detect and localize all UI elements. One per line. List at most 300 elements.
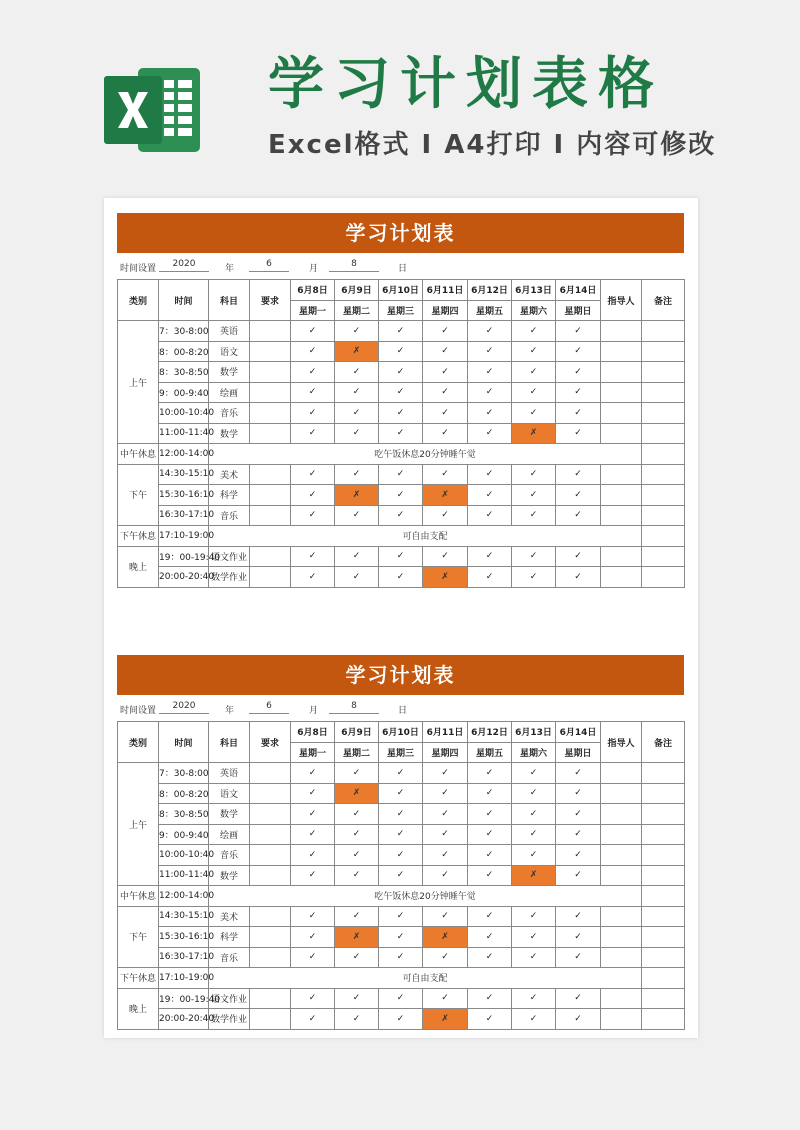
check-mark-cell[interactable]: ✓	[468, 464, 512, 485]
header-row	[118, 722, 685, 743]
check-mark-cell[interactable]: ✓	[379, 804, 423, 825]
check-mark-cell[interactable]: ✓	[468, 865, 512, 886]
time-cell[interactable]: 8：00-8:20	[159, 783, 209, 804]
instructor-cell[interactable]	[642, 444, 685, 465]
requirement-cell[interactable]	[250, 906, 291, 927]
header-date: 6月8日	[291, 722, 335, 743]
header-time: 时间	[159, 722, 209, 763]
instructor-cell[interactable]	[601, 824, 642, 845]
requirement-cell[interactable]	[250, 988, 291, 1009]
check-mark-cell[interactable]: ✓	[423, 824, 468, 845]
check-mark-cell[interactable]: ✓	[335, 824, 379, 845]
remark-cell[interactable]	[642, 423, 685, 444]
remark-cell[interactable]	[642, 505, 685, 526]
header-row	[118, 280, 685, 301]
check-mark-cell[interactable]: ✓	[379, 927, 423, 948]
check-mark-cell[interactable]: ✓	[379, 362, 423, 383]
time-cell[interactable]: 11:00-11:40	[159, 423, 209, 444]
note-cell[interactable]: 可自由支配	[209, 968, 642, 989]
check-mark-cell[interactable]: ✓	[512, 464, 556, 485]
year-value[interactable]: 2020	[159, 259, 209, 272]
check-mark-cell[interactable]: ✓	[556, 824, 601, 845]
check-mark-cell[interactable]: ✓	[423, 763, 468, 784]
check-mark-cell[interactable]: ✓	[556, 763, 601, 784]
instructor-cell[interactable]	[601, 988, 642, 1009]
requirement-cell[interactable]	[250, 464, 291, 485]
check-mark-cell[interactable]: ✓	[291, 845, 335, 866]
check-mark-cell[interactable]: ✓	[335, 464, 379, 485]
instructor-cell[interactable]	[601, 464, 642, 485]
check-mark-cell[interactable]: ✓	[335, 804, 379, 825]
check-mark-cell[interactable]: ✓	[379, 505, 423, 526]
time-cell[interactable]: 11:00-11:40	[159, 865, 209, 886]
subject-cell[interactable]: 语文	[209, 341, 250, 362]
time-cell[interactable]: 8：00-8:20	[159, 341, 209, 362]
check-mark-cell[interactable]: ✓	[335, 321, 379, 342]
check-mark-cell[interactable]: ✓	[468, 906, 512, 927]
check-mark-cell[interactable]: ✓	[423, 505, 468, 526]
time-cell[interactable]: 14:30-15:10	[159, 906, 209, 927]
subject-cell[interactable]: 音乐	[209, 403, 250, 424]
requirement-cell[interactable]	[250, 865, 291, 886]
check-mark-cell[interactable]: ✓	[556, 423, 601, 444]
break-row	[118, 968, 685, 989]
subject-cell[interactable]: 数学	[209, 362, 250, 383]
time-cell[interactable]: 8：30-8:50	[159, 362, 209, 383]
remark-cell[interactable]	[642, 845, 685, 866]
check-mark-cell[interactable]: ✓	[468, 341, 512, 362]
requirement-cell[interactable]	[250, 804, 291, 825]
check-mark-cell[interactable]: ✓	[423, 423, 468, 444]
check-mark-cell[interactable]: ✓	[423, 321, 468, 342]
requirement-cell[interactable]	[250, 403, 291, 424]
instructor-cell[interactable]	[642, 886, 685, 907]
instructor-cell[interactable]	[601, 927, 642, 948]
time-cell[interactable]: 10:00-10:40	[159, 845, 209, 866]
requirement-cell[interactable]	[250, 1009, 291, 1030]
check-mark-cell[interactable]: ✓	[468, 567, 512, 588]
check-mark-cell[interactable]: ✓	[512, 988, 556, 1009]
instructor-cell[interactable]	[601, 403, 642, 424]
check-mark-cell[interactable]: ✓	[335, 845, 379, 866]
remark-cell[interactable]	[642, 763, 685, 784]
header-date: 6月13日	[512, 280, 556, 301]
remark-cell[interactable]	[642, 1009, 685, 1030]
date-settings-row	[117, 253, 684, 279]
check-mark-cell[interactable]: ✓	[423, 947, 468, 968]
subject-cell[interactable]: 数学	[209, 423, 250, 444]
check-mark-cell[interactable]: ✓	[379, 403, 423, 424]
cross-mark-cell[interactable]: ✗	[335, 341, 379, 362]
day-value[interactable]: 8	[329, 259, 379, 272]
header-remark: 备注	[642, 280, 685, 321]
time-cell[interactable]: 19：00-19:40	[159, 988, 209, 1009]
subject-cell[interactable]: 语文作业	[209, 988, 250, 1009]
check-mark-cell[interactable]: ✓	[379, 546, 423, 567]
check-mark-cell[interactable]: ✓	[291, 485, 335, 506]
instructor-cell[interactable]	[601, 783, 642, 804]
requirement-cell[interactable]	[250, 423, 291, 444]
check-mark-cell[interactable]: ✓	[379, 865, 423, 886]
time-cell[interactable]: 7：30-8:00	[159, 763, 209, 784]
cross-mark-cell[interactable]: ✗	[335, 783, 379, 804]
check-mark-cell[interactable]: ✓	[291, 927, 335, 948]
check-mark-cell[interactable]: ✓	[291, 824, 335, 845]
remark-cell[interactable]	[642, 464, 685, 485]
check-mark-cell[interactable]: ✓	[556, 321, 601, 342]
instructor-cell[interactable]	[642, 968, 685, 989]
instructor-cell[interactable]	[601, 546, 642, 567]
month-value[interactable]: 6	[249, 259, 289, 272]
check-mark-cell[interactable]: ✓	[335, 362, 379, 383]
cross-mark-cell[interactable]: ✗	[423, 1009, 468, 1030]
check-mark-cell[interactable]: ✓	[379, 485, 423, 506]
check-mark-cell[interactable]: ✓	[468, 783, 512, 804]
check-mark-cell[interactable]: ✓	[556, 362, 601, 383]
check-mark-cell[interactable]: ✓	[423, 988, 468, 1009]
check-mark-cell[interactable]: ✓	[291, 321, 335, 342]
requirement-cell[interactable]	[250, 321, 291, 342]
check-mark-cell[interactable]: ✓	[335, 505, 379, 526]
check-mark-cell[interactable]: ✓	[379, 423, 423, 444]
check-mark-cell[interactable]: ✓	[512, 845, 556, 866]
subject-cell[interactable]: 绘画	[209, 382, 250, 403]
time-cell[interactable]: 7：30-8:00	[159, 321, 209, 342]
requirement-cell[interactable]	[250, 845, 291, 866]
subject-cell[interactable]: 科学	[209, 927, 250, 948]
remark-cell[interactable]	[642, 362, 685, 383]
check-mark-cell[interactable]: ✓	[379, 567, 423, 588]
instructor-cell[interactable]	[642, 526, 685, 547]
check-mark-cell[interactable]: ✓	[423, 362, 468, 383]
check-mark-cell[interactable]: ✓	[423, 464, 468, 485]
sheet-title: 学习计划表	[117, 213, 684, 253]
time-cell[interactable]: 15:30-16:10	[159, 927, 209, 948]
instructor-cell[interactable]	[601, 382, 642, 403]
check-mark-cell[interactable]: ✓	[468, 947, 512, 968]
time-cell[interactable]: 17:10-19:00	[159, 968, 209, 989]
remark-cell[interactable]	[642, 906, 685, 927]
instructor-cell[interactable]	[601, 804, 642, 825]
check-mark-cell[interactable]: ✓	[556, 865, 601, 886]
check-mark-cell[interactable]: ✓	[379, 988, 423, 1009]
requirement-cell[interactable]	[250, 362, 291, 383]
cross-mark-cell[interactable]: ✗	[423, 567, 468, 588]
requirement-cell[interactable]	[250, 485, 291, 506]
subject-cell[interactable]: 科学	[209, 485, 250, 506]
check-mark-cell[interactable]: ✓	[291, 464, 335, 485]
check-mark-cell[interactable]: ✓	[468, 321, 512, 342]
time-cell[interactable]: 15:30-16:10	[159, 485, 209, 506]
check-mark-cell[interactable]: ✓	[291, 947, 335, 968]
check-mark-cell[interactable]: ✓	[335, 567, 379, 588]
note-cell[interactable]: 吃午饭休息20分钟睡午觉	[209, 886, 642, 907]
check-mark-cell[interactable]: ✓	[512, 763, 556, 784]
instructor-cell[interactable]	[601, 321, 642, 342]
check-mark-cell[interactable]: ✓	[291, 341, 335, 362]
subject-cell[interactable]: 美术	[209, 906, 250, 927]
remark-cell[interactable]	[642, 567, 685, 588]
cross-mark-cell[interactable]: ✗	[512, 865, 556, 886]
remark-cell[interactable]	[642, 804, 685, 825]
time-cell[interactable]: 16:30-17:10	[159, 505, 209, 526]
check-mark-cell[interactable]: ✓	[468, 804, 512, 825]
time-cell[interactable]: 17:10-19:00	[159, 526, 209, 547]
check-mark-cell[interactable]: ✓	[423, 865, 468, 886]
check-mark-cell[interactable]: ✓	[556, 382, 601, 403]
check-mark-cell[interactable]: ✓	[512, 824, 556, 845]
subject-cell[interactable]: 数学	[209, 865, 250, 886]
header-date: 6月10日	[379, 280, 423, 301]
subject-cell[interactable]: 绘画	[209, 824, 250, 845]
check-mark-cell[interactable]: ✓	[335, 988, 379, 1009]
instructor-cell[interactable]	[601, 947, 642, 968]
check-mark-cell[interactable]: ✓	[556, 988, 601, 1009]
cross-mark-cell[interactable]: ✗	[423, 485, 468, 506]
subject-cell[interactable]: 数学	[209, 804, 250, 825]
check-mark-cell[interactable]: ✓	[556, 567, 601, 588]
subject-cell[interactable]: 语文	[209, 783, 250, 804]
cross-mark-cell[interactable]: ✗	[512, 423, 556, 444]
subject-cell[interactable]: 音乐	[209, 505, 250, 526]
time-cell[interactable]: 10:00-10:40	[159, 403, 209, 424]
check-mark-cell[interactable]: ✓	[379, 763, 423, 784]
table-row	[118, 1009, 685, 1030]
requirement-cell[interactable]	[250, 783, 291, 804]
day-value[interactable]: 8	[329, 701, 379, 714]
remark-cell[interactable]	[642, 865, 685, 886]
check-mark-cell[interactable]: ✓	[556, 845, 601, 866]
remark-cell[interactable]	[642, 485, 685, 506]
check-mark-cell[interactable]: ✓	[291, 763, 335, 784]
requirement-cell[interactable]	[250, 382, 291, 403]
check-mark-cell[interactable]: ✓	[468, 763, 512, 784]
check-mark-cell[interactable]: ✓	[291, 865, 335, 886]
check-mark-cell[interactable]: ✓	[423, 783, 468, 804]
check-mark-cell[interactable]: ✓	[291, 546, 335, 567]
check-mark-cell[interactable]: ✓	[379, 464, 423, 485]
remark-cell[interactable]	[642, 927, 685, 948]
check-mark-cell[interactable]: ✓	[512, 403, 556, 424]
break-row	[118, 444, 685, 465]
check-mark-cell[interactable]: ✓	[291, 505, 335, 526]
check-mark-cell[interactable]: ✓	[512, 321, 556, 342]
remark-cell[interactable]	[642, 341, 685, 362]
subject-cell[interactable]: 英语	[209, 321, 250, 342]
check-mark-cell[interactable]: ✓	[335, 423, 379, 444]
check-mark-cell[interactable]: ✓	[423, 382, 468, 403]
time-cell[interactable]: 14:30-15:10	[159, 464, 209, 485]
subject-cell[interactable]: 音乐	[209, 845, 250, 866]
instructor-cell[interactable]	[601, 567, 642, 588]
check-mark-cell[interactable]: ✓	[291, 783, 335, 804]
check-mark-cell[interactable]: ✓	[512, 567, 556, 588]
check-mark-cell[interactable]: ✓	[291, 1009, 335, 1030]
check-mark-cell[interactable]: ✓	[423, 403, 468, 424]
check-mark-cell[interactable]: ✓	[468, 845, 512, 866]
check-mark-cell[interactable]: ✓	[512, 505, 556, 526]
check-mark-cell[interactable]: ✓	[512, 546, 556, 567]
table-row	[118, 947, 685, 968]
instructor-cell[interactable]	[601, 1009, 642, 1030]
check-mark-cell[interactable]: ✓	[556, 505, 601, 526]
check-mark-cell[interactable]: ✓	[556, 947, 601, 968]
time-cell[interactable]: 12:00-14:00	[159, 444, 209, 465]
check-mark-cell[interactable]: ✓	[291, 423, 335, 444]
subject-cell[interactable]: 音乐	[209, 947, 250, 968]
check-mark-cell[interactable]: ✓	[512, 1009, 556, 1030]
instructor-cell[interactable]	[601, 505, 642, 526]
subject-cell[interactable]: 数学作业	[209, 567, 250, 588]
requirement-cell[interactable]	[250, 824, 291, 845]
note-cell[interactable]: 吃午饭休息20分钟睡午觉	[209, 444, 642, 465]
check-mark-cell[interactable]: ✓	[291, 804, 335, 825]
check-mark-cell[interactable]: ✓	[512, 947, 556, 968]
requirement-cell[interactable]	[250, 546, 291, 567]
header-weekday: 星期二	[335, 300, 379, 321]
requirement-cell[interactable]	[250, 947, 291, 968]
instructor-cell[interactable]	[601, 341, 642, 362]
cross-mark-cell[interactable]: ✗	[335, 927, 379, 948]
check-mark-cell[interactable]: ✓	[291, 382, 335, 403]
year-value[interactable]: 2020	[159, 701, 209, 714]
check-mark-cell[interactable]: ✓	[512, 341, 556, 362]
check-mark-cell[interactable]: ✓	[423, 845, 468, 866]
remark-cell[interactable]	[642, 382, 685, 403]
remark-cell[interactable]	[642, 947, 685, 968]
check-mark-cell[interactable]: ✓	[468, 485, 512, 506]
note-cell[interactable]: 可自由支配	[209, 526, 642, 547]
requirement-cell[interactable]	[250, 567, 291, 588]
check-mark-cell[interactable]: ✓	[291, 567, 335, 588]
check-mark-cell[interactable]: ✓	[468, 505, 512, 526]
check-mark-cell[interactable]: ✓	[512, 906, 556, 927]
check-mark-cell[interactable]: ✓	[335, 906, 379, 927]
remark-cell[interactable]	[642, 546, 685, 567]
check-mark-cell[interactable]: ✓	[335, 947, 379, 968]
category-cell: 中午休息	[118, 886, 159, 907]
check-mark-cell[interactable]: ✓	[556, 783, 601, 804]
requirement-cell[interactable]	[250, 763, 291, 784]
check-mark-cell[interactable]: ✓	[468, 927, 512, 948]
instructor-cell[interactable]	[601, 845, 642, 866]
month-value[interactable]: 6	[249, 701, 289, 714]
check-mark-cell[interactable]: ✓	[335, 1009, 379, 1030]
check-mark-cell[interactable]: ✓	[379, 783, 423, 804]
time-cell[interactable]: 20:00-20:40	[159, 567, 209, 588]
check-mark-cell[interactable]: ✓	[468, 1009, 512, 1030]
instructor-cell[interactable]	[601, 485, 642, 506]
requirement-cell[interactable]	[250, 341, 291, 362]
time-cell[interactable]: 8：30-8:50	[159, 804, 209, 825]
check-mark-cell[interactable]: ✓	[291, 403, 335, 424]
check-mark-cell[interactable]: ✓	[468, 362, 512, 383]
remark-cell[interactable]	[642, 321, 685, 342]
check-mark-cell[interactable]: ✓	[556, 464, 601, 485]
remark-cell[interactable]	[642, 988, 685, 1009]
remark-cell[interactable]	[642, 783, 685, 804]
requirement-cell[interactable]	[250, 927, 291, 948]
check-mark-cell[interactable]: ✓	[556, 1009, 601, 1030]
check-mark-cell[interactable]: ✓	[468, 546, 512, 567]
check-mark-cell[interactable]: ✓	[556, 485, 601, 506]
check-mark-cell[interactable]: ✓	[291, 988, 335, 1009]
subject-cell[interactable]: 数学作业	[209, 1009, 250, 1030]
check-mark-cell[interactable]: ✓	[512, 382, 556, 403]
cross-mark-cell[interactable]: ✗	[423, 927, 468, 948]
check-mark-cell[interactable]: ✓	[423, 546, 468, 567]
check-mark-cell[interactable]: ✓	[468, 988, 512, 1009]
check-mark-cell[interactable]: ✓	[379, 321, 423, 342]
check-mark-cell[interactable]: ✓	[556, 804, 601, 825]
subject-cell[interactable]: 美术	[209, 464, 250, 485]
requirement-cell[interactable]	[250, 505, 291, 526]
check-mark-cell[interactable]: ✓	[291, 362, 335, 383]
check-mark-cell[interactable]: ✓	[335, 763, 379, 784]
instructor-cell[interactable]	[601, 906, 642, 927]
instructor-cell[interactable]	[601, 423, 642, 444]
check-mark-cell[interactable]: ✓	[556, 403, 601, 424]
time-cell[interactable]: 19：00-19:40	[159, 546, 209, 567]
instructor-cell[interactable]	[601, 362, 642, 383]
header-date: 6月8日	[291, 280, 335, 301]
check-mark-cell[interactable]: ✓	[556, 341, 601, 362]
subject-cell[interactable]: 语文作业	[209, 546, 250, 567]
time-cell[interactable]: 9：00-9:40	[159, 382, 209, 403]
check-mark-cell[interactable]: ✓	[335, 403, 379, 424]
instructor-cell[interactable]	[601, 763, 642, 784]
check-mark-cell[interactable]: ✓	[556, 906, 601, 927]
table-row	[118, 464, 685, 485]
check-mark-cell[interactable]: ✓	[512, 804, 556, 825]
instructor-cell[interactable]	[601, 865, 642, 886]
remark-cell[interactable]	[642, 403, 685, 424]
check-mark-cell[interactable]: ✓	[423, 341, 468, 362]
check-mark-cell[interactable]: ✓	[379, 947, 423, 968]
check-mark-cell[interactable]: ✓	[556, 546, 601, 567]
check-mark-cell[interactable]: ✓	[335, 865, 379, 886]
check-mark-cell[interactable]: ✓	[335, 382, 379, 403]
check-mark-cell[interactable]: ✓	[556, 927, 601, 948]
time-cell[interactable]: 12:00-14:00	[159, 886, 209, 907]
check-mark-cell[interactable]: ✓	[291, 906, 335, 927]
time-cell[interactable]: 9：00-9:40	[159, 824, 209, 845]
check-mark-cell[interactable]: ✓	[379, 845, 423, 866]
check-mark-cell[interactable]: ✓	[423, 906, 468, 927]
check-mark-cell[interactable]: ✓	[379, 341, 423, 362]
study-plan-sheet-1	[117, 213, 684, 588]
time-cell[interactable]: 16:30-17:10	[159, 947, 209, 968]
subject-cell[interactable]: 英语	[209, 763, 250, 784]
check-mark-cell[interactable]: ✓	[468, 824, 512, 845]
time-cell[interactable]: 20:00-20:40	[159, 1009, 209, 1030]
check-mark-cell[interactable]: ✓	[468, 403, 512, 424]
check-mark-cell[interactable]: ✓	[379, 382, 423, 403]
remark-cell[interactable]	[642, 824, 685, 845]
check-mark-cell[interactable]: ✓	[379, 1009, 423, 1030]
check-mark-cell[interactable]: ✓	[379, 906, 423, 927]
check-mark-cell[interactable]: ✓	[512, 783, 556, 804]
check-mark-cell[interactable]: ✓	[512, 927, 556, 948]
check-mark-cell[interactable]: ✓	[379, 824, 423, 845]
check-mark-cell[interactable]: ✓	[512, 362, 556, 383]
cross-mark-cell[interactable]: ✗	[335, 485, 379, 506]
check-mark-cell[interactable]: ✓	[512, 485, 556, 506]
check-mark-cell[interactable]: ✓	[468, 423, 512, 444]
check-mark-cell[interactable]: ✓	[423, 804, 468, 825]
check-mark-cell[interactable]: ✓	[335, 546, 379, 567]
check-mark-cell[interactable]: ✓	[468, 382, 512, 403]
